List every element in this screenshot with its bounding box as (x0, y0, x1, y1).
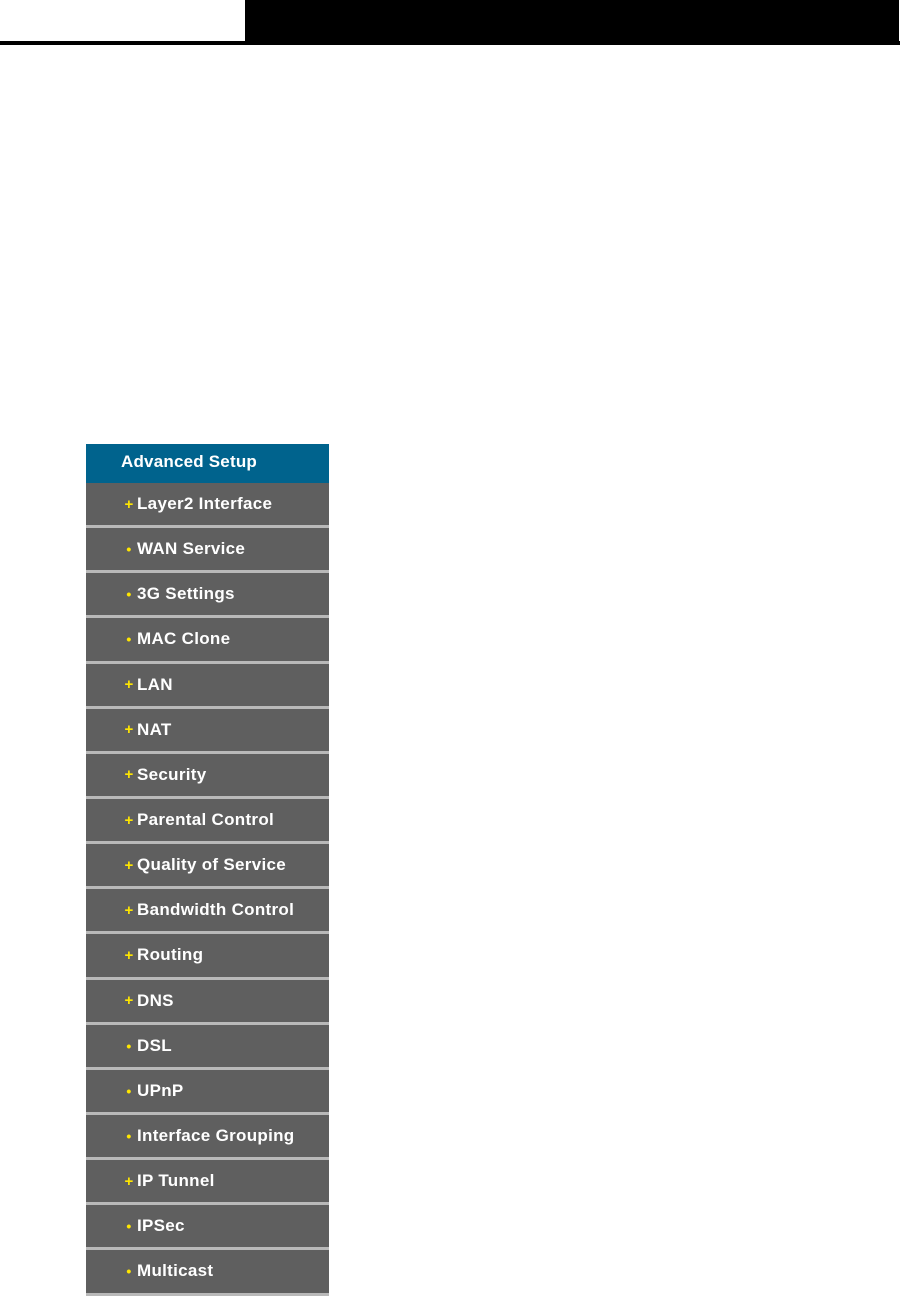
menu-item-nat[interactable] (86, 709, 329, 754)
plus-icon: + (124, 946, 134, 964)
menu-item-label: IPSec (137, 1216, 185, 1236)
plus-icon: + (124, 992, 134, 1010)
menu-title[interactable]: Advanced Setup (86, 444, 329, 483)
menu-item-layer2-interface[interactable] (86, 483, 329, 528)
menu-item-dsl[interactable] (86, 1025, 329, 1070)
menu-item-label: UPnP (137, 1080, 184, 1100)
menu-item-label: IP Tunnel (137, 1171, 215, 1191)
plus-icon: + (124, 901, 134, 919)
menu-item-label: Security (137, 764, 207, 784)
header-bar (245, 0, 899, 41)
menu-item-label: Multicast (137, 1261, 214, 1281)
menu-item-label: Bandwidth Control (137, 900, 295, 920)
plus-icon: + (124, 1172, 134, 1190)
advanced-setup-menu (86, 444, 329, 1296)
dot-icon: • (126, 1082, 132, 1099)
menu-item-label: DSL (137, 1035, 172, 1055)
menu-item-3g-settings[interactable] (86, 573, 329, 618)
dot-icon: • (126, 586, 132, 603)
dot-icon: • (126, 541, 132, 558)
dot-icon: • (126, 631, 132, 648)
menu-item-label: Layer2 Interface (137, 494, 273, 514)
menu-item-label: Quality of Service (137, 855, 287, 875)
menu-item-label: Routing (137, 945, 204, 965)
menu-item-multicast[interactable] (86, 1250, 329, 1295)
menu-item-upnp[interactable] (86, 1070, 329, 1115)
dot-icon: • (126, 1037, 132, 1054)
menu-item-ipsec[interactable] (86, 1205, 329, 1250)
menu-item-interface-grouping[interactable] (86, 1115, 329, 1160)
menu-item-label: DNS (137, 990, 174, 1010)
plus-icon: + (124, 495, 134, 513)
menu-item-mac-clone[interactable] (86, 618, 329, 663)
menu-item-bandwidth-control[interactable] (86, 889, 329, 934)
menu-item-label: 3G Settings (137, 584, 235, 604)
menu-item-label: Parental Control (137, 810, 275, 830)
plus-icon: + (124, 811, 134, 829)
plus-icon: + (124, 676, 134, 694)
menu-item-parental-control[interactable] (86, 799, 329, 844)
menu-item-label: Interface Grouping (137, 1126, 295, 1146)
menu-item-routing[interactable] (86, 934, 329, 979)
dot-icon: • (126, 1218, 132, 1235)
dot-icon: • (126, 1263, 132, 1280)
menu-item-dns[interactable] (86, 980, 329, 1025)
menu-item-label: NAT (137, 719, 172, 739)
dot-icon: • (126, 1128, 132, 1145)
menu-item-label: WAN Service (137, 539, 246, 559)
plus-icon: + (124, 721, 134, 739)
header-rule (0, 41, 900, 45)
plus-icon: + (124, 766, 134, 784)
menu-item-label: LAN (137, 674, 173, 694)
menu-item-label: MAC Clone (137, 629, 231, 649)
menu-item-security[interactable] (86, 754, 329, 799)
menu-item-quality-of-service[interactable] (86, 844, 329, 889)
menu-item-ip-tunnel[interactable] (86, 1160, 329, 1205)
menu-item-wan-service[interactable] (86, 528, 329, 573)
menu-item-lan[interactable] (86, 664, 329, 709)
plus-icon: + (124, 856, 134, 874)
